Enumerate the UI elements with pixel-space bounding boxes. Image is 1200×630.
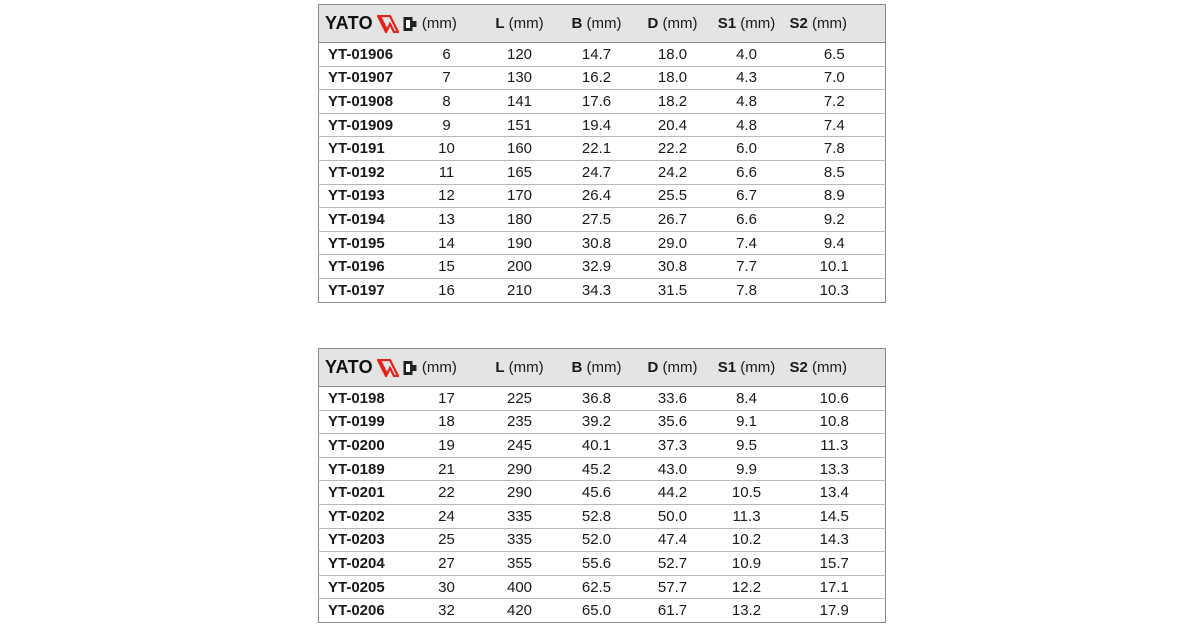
product-code-cell: YT-01906 — [328, 45, 394, 63]
length-l-cell: 130 — [506, 69, 533, 87]
s2-cell: 10.8 — [819, 413, 849, 431]
column-header-l: L (mm) — [482, 5, 558, 43]
length-l-cell: 210 — [506, 281, 533, 299]
s1-cell: 6.7 — [736, 187, 757, 205]
table-header — [319, 349, 886, 387]
s2-cell: 15.7 — [819, 554, 849, 572]
s1-cell: 7.4 — [736, 234, 757, 252]
depth-d-cell: 22.2 — [657, 140, 688, 158]
depth-d-cell: 43.0 — [657, 460, 688, 478]
depth-d-cell: 26.7 — [657, 210, 688, 228]
product-code-cell: YT-0192 — [328, 163, 385, 181]
column-header-d: D (mm) — [636, 5, 710, 43]
size-cell: 21 — [438, 460, 455, 478]
s1-cell: 12.2 — [731, 578, 762, 596]
size-cell: 10 — [438, 140, 455, 158]
s1-cell: 4.8 — [736, 92, 757, 110]
s1-cell: 6.6 — [736, 210, 757, 228]
table-body — [319, 387, 886, 623]
product-code-cell: YT-01907 — [328, 69, 394, 87]
length-l-cell: 160 — [506, 140, 533, 158]
depth-d-cell: 57.7 — [657, 578, 688, 596]
width-b-cell: 26.4 — [581, 187, 612, 205]
s2-cell: 14.5 — [819, 507, 849, 525]
length-l-cell: 180 — [506, 210, 533, 228]
table-row — [319, 410, 886, 434]
column-header-s1: S1 (mm) — [710, 5, 784, 43]
depth-d-cell: 18.0 — [657, 45, 688, 63]
length-l-cell: 245 — [506, 436, 533, 454]
width-b-cell: 30.8 — [581, 234, 612, 252]
column-header-s1: S1 (mm) — [710, 349, 784, 387]
size-unit: (mm) — [421, 359, 457, 376]
s2-cell: 7.4 — [823, 116, 845, 134]
size-cell: 6 — [442, 45, 451, 63]
length-l-cell: 355 — [506, 554, 533, 572]
size-cell: 11 — [438, 163, 455, 181]
s2-cell: 8.9 — [823, 187, 845, 205]
depth-d-cell: 50.0 — [657, 507, 688, 525]
depth-d-cell: 44.2 — [657, 484, 688, 502]
table-row — [319, 434, 886, 458]
width-b-cell: 17.6 — [581, 92, 612, 110]
table-row — [319, 113, 886, 137]
column-header-s2: S2 (mm) — [784, 349, 886, 387]
product-code-cell: YT-0206 — [328, 602, 385, 620]
table-row — [319, 255, 886, 279]
depth-d-cell: 24.2 — [657, 163, 688, 181]
table-row — [319, 231, 886, 255]
s2-cell: 10.3 — [819, 281, 849, 299]
product-code-cell: YT-0202 — [328, 507, 385, 525]
s1-cell: 7.7 — [736, 258, 757, 276]
width-b-cell: 52.0 — [581, 531, 612, 549]
depth-d-cell: 18.0 — [657, 69, 688, 87]
product-code-cell: YT-0201 — [328, 484, 385, 502]
depth-d-cell: 25.5 — [657, 187, 688, 205]
table-row — [319, 481, 886, 505]
s1-cell: 4.8 — [736, 116, 757, 134]
product-code-cell: YT-0204 — [328, 554, 385, 572]
wrench-socket-icon — [403, 360, 417, 376]
product-code-cell: YT-0194 — [328, 210, 385, 228]
width-b-cell: 62.5 — [581, 578, 612, 596]
depth-d-cell: 47.4 — [657, 531, 688, 549]
s1-cell: 4.0 — [736, 45, 757, 63]
length-l-cell: 290 — [506, 460, 533, 478]
s2-cell: 11.3 — [820, 436, 849, 454]
width-b-cell: 27.5 — [581, 210, 612, 228]
table-row — [319, 504, 886, 528]
s1-cell: 10.5 — [731, 484, 762, 502]
depth-d-cell: 29.0 — [657, 234, 688, 252]
table-row — [319, 208, 886, 232]
length-l-cell: 420 — [506, 602, 533, 620]
product-code-cell: YT-0197 — [328, 281, 385, 299]
product-code-cell: YT-01908 — [328, 92, 394, 110]
length-l-cell: 335 — [506, 531, 533, 549]
size-cell: 24 — [438, 507, 455, 525]
length-l-cell: 200 — [506, 258, 533, 276]
s2-cell: 9.4 — [823, 234, 845, 252]
size-cell: 32 — [438, 602, 455, 620]
length-l-cell: 120 — [506, 45, 533, 63]
column-header-s2: S2 (mm) — [784, 5, 886, 43]
s1-cell: 9.9 — [736, 460, 757, 478]
s1-cell: 8.4 — [736, 389, 757, 407]
size-cell: 30 — [438, 578, 455, 596]
width-b-cell: 14.7 — [581, 45, 612, 63]
s2-cell: 7.8 — [823, 140, 845, 158]
s2-cell: 7.2 — [823, 92, 845, 110]
table-row — [319, 552, 886, 576]
size-unit: (mm) — [421, 15, 457, 32]
depth-d-cell: 52.7 — [657, 554, 688, 572]
width-b-cell: 52.8 — [581, 507, 612, 525]
s2-cell: 13.4 — [819, 484, 849, 502]
width-b-cell: 32.9 — [581, 258, 612, 276]
product-code-cell: YT-0196 — [328, 258, 385, 276]
product-code-cell: YT-0198 — [328, 389, 385, 407]
depth-d-cell: 37.3 — [657, 436, 688, 454]
width-b-cell: 40.1 — [581, 436, 612, 454]
column-header-b: B (mm) — [558, 5, 636, 43]
width-b-cell: 24.7 — [581, 163, 612, 181]
brand-header-cell — [319, 5, 482, 43]
size-cell: 9 — [442, 116, 451, 134]
width-b-cell: 65.0 — [581, 602, 612, 620]
s2-cell: 13.3 — [819, 460, 849, 478]
table-row — [319, 575, 886, 599]
s2-cell: 17.9 — [819, 602, 849, 620]
column-header-d: D (mm) — [636, 349, 710, 387]
product-code-cell: YT-0199 — [328, 413, 385, 431]
length-l-cell: 335 — [506, 507, 533, 525]
product-code-cell: YT-0195 — [328, 234, 385, 252]
product-code-cell: YT-01909 — [328, 116, 394, 134]
length-l-cell: 225 — [506, 389, 533, 407]
yato-triangle-logo-icon — [377, 359, 399, 377]
length-l-cell: 400 — [506, 578, 533, 596]
table-row — [319, 90, 886, 114]
product-code-cell: YT-0205 — [328, 578, 385, 596]
depth-d-cell: 18.2 — [657, 92, 688, 110]
column-header-b: B (mm) — [558, 349, 636, 387]
s2-cell: 17.1 — [819, 578, 849, 596]
width-b-cell: 55.6 — [581, 554, 612, 572]
product-code-cell: YT-0200 — [328, 436, 385, 454]
length-l-cell: 141 — [506, 92, 533, 110]
depth-d-cell: 30.8 — [657, 258, 688, 276]
s1-cell: 9.5 — [736, 436, 757, 454]
width-b-cell: 34.3 — [581, 281, 612, 299]
product-code-cell: YT-0203 — [328, 531, 385, 549]
size-cell: 8 — [442, 92, 451, 110]
table-row — [319, 528, 886, 552]
length-l-cell: 190 — [506, 234, 533, 252]
size-cell: 12 — [438, 187, 455, 205]
s2-cell: 10.1 — [819, 258, 849, 276]
wrench-socket-icon — [403, 16, 417, 32]
s1-cell: 11.3 — [732, 507, 761, 525]
table-row — [319, 137, 886, 161]
product-code-cell: YT-0189 — [328, 460, 385, 478]
size-cell: 13 — [438, 210, 455, 228]
size-cell: 17 — [438, 389, 455, 407]
length-l-cell: 290 — [506, 484, 533, 502]
width-b-cell: 22.1 — [581, 140, 612, 158]
size-cell: 18 — [438, 413, 455, 431]
column-header-l: L (mm) — [482, 349, 558, 387]
size-cell: 15 — [438, 258, 455, 276]
size-cell: 27 — [438, 554, 455, 572]
header-row — [319, 5, 886, 43]
header-row — [319, 349, 886, 387]
brand-name: YATO — [325, 357, 373, 377]
s1-cell: 9.1 — [736, 413, 757, 431]
table-body — [319, 43, 886, 303]
table-row — [319, 160, 886, 184]
length-l-cell: 151 — [506, 116, 533, 134]
s1-cell: 6.0 — [736, 140, 757, 158]
depth-d-cell: 20.4 — [657, 116, 688, 134]
s2-cell: 6.5 — [823, 45, 845, 63]
width-b-cell: 36.8 — [581, 389, 612, 407]
table-row — [319, 457, 886, 481]
width-b-cell: 19.4 — [581, 116, 612, 134]
product-code-cell: YT-0193 — [328, 187, 385, 205]
table-row — [319, 599, 886, 623]
size-cell: 14 — [438, 234, 455, 252]
s2-cell: 7.0 — [823, 69, 845, 87]
size-cell: 19 — [438, 436, 455, 454]
table-row — [319, 66, 886, 90]
s1-cell: 4.3 — [736, 69, 757, 87]
s2-cell: 9.2 — [823, 210, 845, 228]
length-l-cell: 235 — [506, 413, 533, 431]
width-b-cell: 39.2 — [581, 413, 612, 431]
table-row — [319, 184, 886, 208]
table-row — [319, 387, 886, 411]
width-b-cell: 16.2 — [581, 69, 612, 87]
table-row — [319, 278, 886, 302]
s1-cell: 13.2 — [731, 602, 762, 620]
depth-d-cell: 33.6 — [657, 389, 688, 407]
s1-cell: 7.8 — [736, 281, 757, 299]
length-l-cell: 170 — [506, 187, 533, 205]
size-cell: 25 — [438, 531, 455, 549]
size-cell: 22 — [438, 484, 455, 502]
brand-header-cell — [319, 349, 482, 387]
s1-cell: 10.9 — [731, 554, 762, 572]
width-b-cell: 45.2 — [581, 460, 612, 478]
spec-table-1 — [318, 4, 886, 303]
product-code-cell: YT-0191 — [328, 140, 385, 158]
s2-cell: 14.3 — [819, 531, 849, 549]
s2-cell: 8.5 — [823, 163, 845, 181]
spec-table-2 — [318, 348, 886, 623]
depth-d-cell: 31.5 — [657, 281, 688, 299]
size-cell: 7 — [442, 69, 451, 87]
table-row — [319, 43, 886, 67]
depth-d-cell: 35.6 — [657, 413, 688, 431]
s1-cell: 10.2 — [731, 531, 762, 549]
depth-d-cell: 61.7 — [657, 602, 688, 620]
width-b-cell: 45.6 — [581, 484, 612, 502]
size-cell: 16 — [438, 281, 455, 299]
s2-cell: 10.6 — [819, 389, 849, 407]
yato-triangle-logo-icon — [377, 15, 399, 33]
s1-cell: 6.6 — [736, 163, 757, 181]
length-l-cell: 165 — [506, 163, 533, 181]
table-header — [319, 5, 886, 43]
brand-name: YATO — [325, 13, 373, 33]
